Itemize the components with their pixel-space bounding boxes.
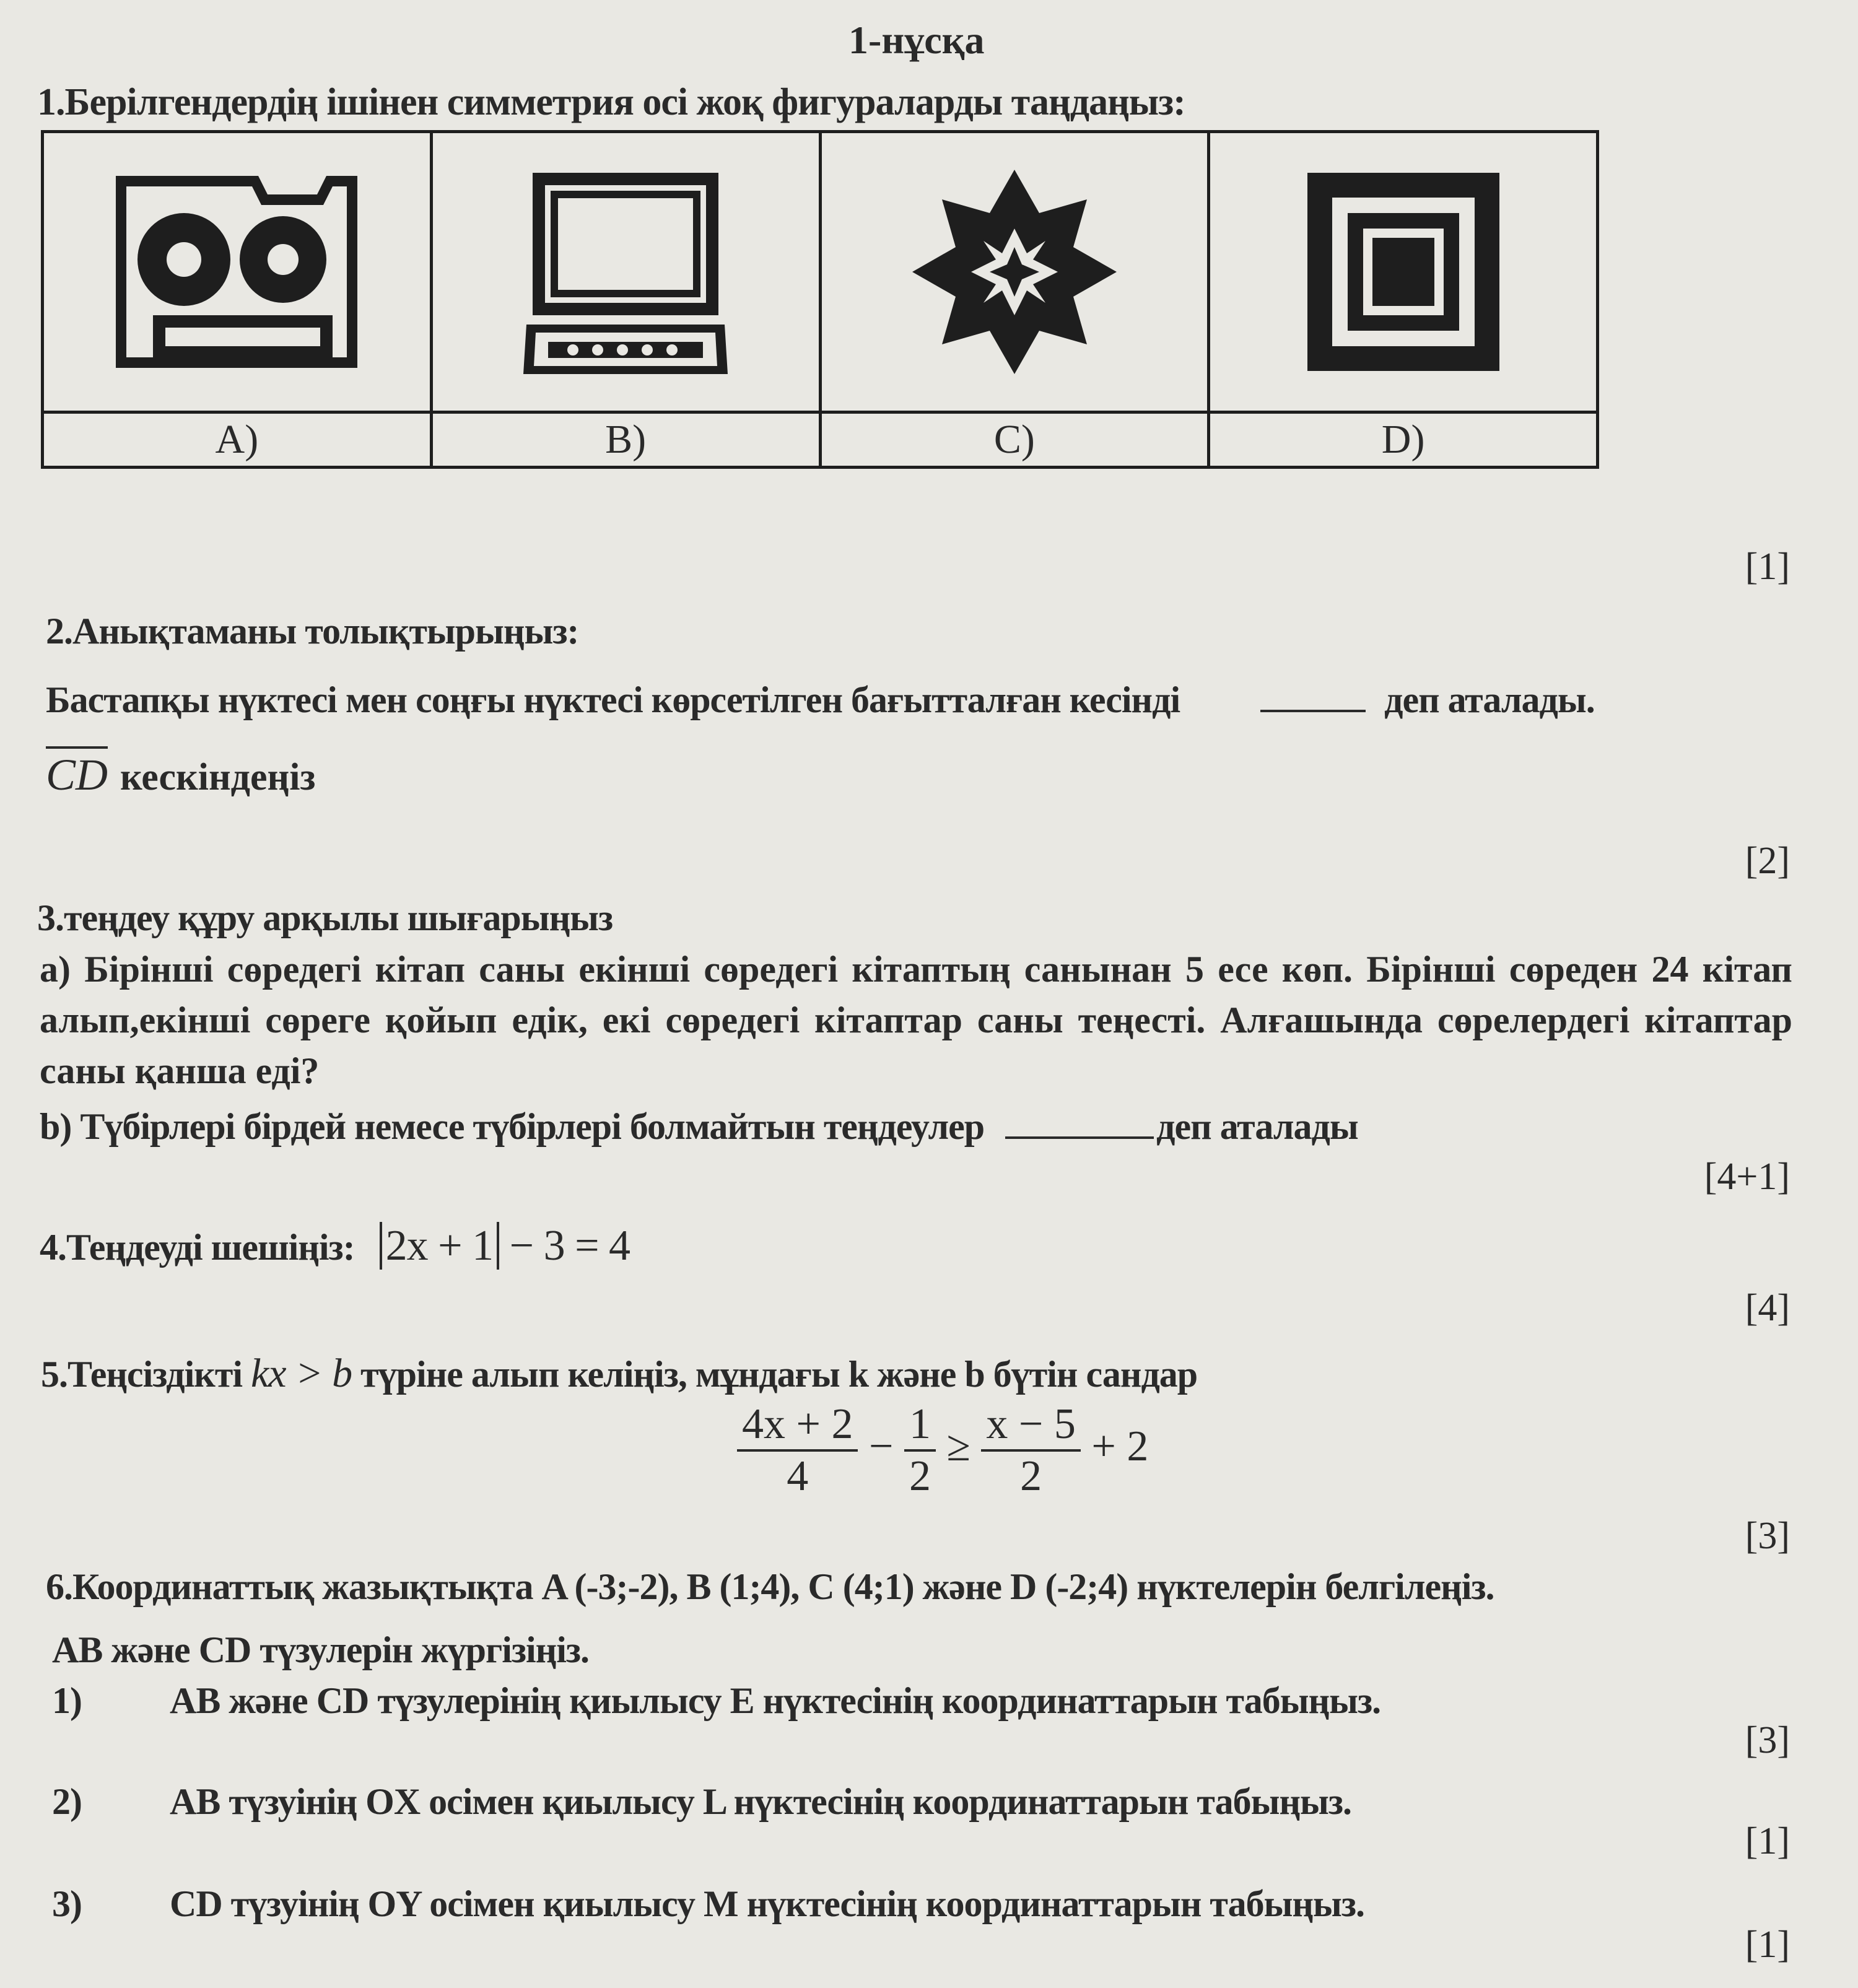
figure-cell-c (820, 132, 1209, 412)
question-3b-text (40, 1105, 1358, 1148)
q6-sub-1: 1) AB және CD түзулерінің қиылысу E нүктесінің координаттарын табыңыз. (52, 1680, 1381, 1721)
q3b-start: b) Түбірлері бірдей немесе түбірлері болмайтын теңдеулер (40, 1106, 985, 1147)
question-4-text: 4.Теңдеуді шешіңіз: (40, 1227, 355, 1268)
question-3-score: [4+1] (1704, 1156, 1790, 1198)
question-3-text: 3.теңдеу құру арқылы шығарыңыз (37, 897, 613, 938)
question-5 (41, 1350, 1197, 1397)
option-label-a: A) (43, 412, 432, 468)
fraction-3: $\frac{x - 5}{2}$ (981, 1400, 1080, 1501)
answer-blank[interactable] (1260, 709, 1366, 712)
q5-text-start: 5.Теңсіздікті (41, 1354, 242, 1395)
option-label-d: D) (1209, 412, 1598, 468)
figure-cell-a (43, 132, 432, 412)
q5-text-end: түріне алып келіңіз, мұндағы k және b бүтін сандар (360, 1354, 1198, 1395)
question-1-score: [1] (1745, 546, 1790, 588)
plus-two: + 2 (1091, 1423, 1149, 1471)
fraction-1: $\frac{4x + 2}{4}$ (737, 1400, 858, 1501)
figure-cell-b (431, 132, 820, 412)
question-6-text-2: AB және CD түзулерін жүргізіңіз. (52, 1629, 590, 1670)
question-3a-text: а) Бірінші сөредегі кітап саны екінші сөредегі кітаптың санынан 5 есе көп. Бірінші сөреден 24 кітап алып,екінші сөреге қойып едік, екі сөредегі кітаптар саны теңесті. Алғашында сөрелердегі кітаптар саны қанша еді? (40, 949, 1792, 1091)
option-label-b: B) (431, 412, 820, 468)
option-label-c: C) (820, 412, 1209, 468)
question-1-text: 1.Берілгендердің ішінен симметрия осі жоқ фигураларды таңдаңыз: (37, 81, 1185, 123)
q6-sub-3: 3) CD түзуінің OY осімен қиылысу M нүктесінің координаттарын табыңыз. (52, 1883, 1364, 1924)
abs-value: 2x + 1 (380, 1222, 499, 1270)
inequality (737, 1400, 1148, 1501)
q6-sub-3-score: [1] (1745, 1924, 1790, 1966)
vector-task-text: кескіндеңіз (120, 756, 316, 798)
question-5-score: [3] (1745, 1515, 1790, 1557)
question-2-sentence (46, 679, 1595, 722)
equation (380, 1222, 630, 1270)
equation-rest: − 3 = 4 (509, 1222, 630, 1270)
figures-table (41, 130, 1599, 469)
question-4 (40, 1221, 630, 1271)
question-4-score: [4] (1745, 1287, 1790, 1329)
fraction-2: $\frac{1}{2}$ (904, 1400, 936, 1501)
question-2-text: 2.Анықтаманы толықтырыңыз: (46, 611, 579, 652)
q3b-answer-blank[interactable] (1005, 1136, 1154, 1139)
nested-squares-icon (1301, 167, 1506, 377)
cassette-icon (113, 170, 360, 374)
vector-task (46, 749, 315, 801)
geq-sign: ≥ (946, 1423, 970, 1471)
q6-sub-2-score: [1] (1745, 1820, 1790, 1862)
star-icon (912, 167, 1117, 377)
minus-sign: − (868, 1423, 894, 1471)
question-6-text: 6.Координаттық жазықтықта A (-3;-2), B (1;4), C (4;1) және D (-2;4) нүктелерін белгілеңіз. (46, 1566, 1494, 1607)
question-2-score: [2] (1745, 840, 1790, 882)
q6-sub-2: 2) AB түзуінің OX осімен қиылысу L нүктесінің координаттарын табыңыз. (52, 1781, 1351, 1822)
q5-form: kx > b (251, 1351, 352, 1396)
sentence-start: Бастапқы нүктесі мен соңғы нүктесі көрсетілген бағытталған кесінді (46, 679, 1180, 720)
figure-cell-d (1209, 132, 1598, 412)
vector-cd: CD (46, 746, 108, 800)
sentence-end: деп аталады. (1384, 679, 1595, 720)
q6-sub-1-score: [3] (1745, 1719, 1790, 1761)
variant-title: 1-нұсқа (848, 18, 985, 62)
laptop-icon (520, 167, 731, 377)
q3b-end: деп аталады (1156, 1106, 1358, 1147)
